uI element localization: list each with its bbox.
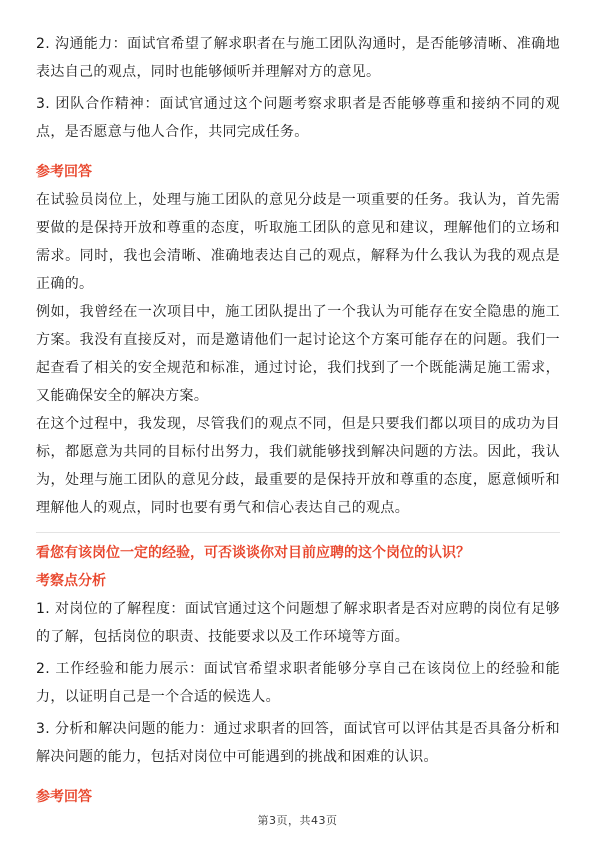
analysis-point: 1. 对岗位的了解程度：面试官通过这个问题想了解求职者是否对应聘的岗位有足够的了解，包括岗位的职责、技能要求以及工作环境等方面。 bbox=[36, 601, 560, 645]
answer-paragraph: 在试验员岗位上，处理与施工团队的意见分歧是一项重要的任务。我认为，首先需要做的是保持开放和尊重的态度，听取施工团队的意见和建议，理解他们的立场和需求。同时，我也会清晰、准确地表达自己的观点，解释为什么我认为我的观点是正确的。 bbox=[36, 192, 560, 292]
answer-paragraph: 例如，我曾经在一次项目中，施工团队提出了一个我认为可能存在安全隐患的施工方案。我没有直接反对，而是邀请他们一起讨论这个方案可能存在的问题。我们一起查看了相关的安全规范和标准，通过讨论，我们找到了一个既能满足施工需求，又能确保安全的解决方案。 bbox=[36, 304, 560, 404]
analysis-heading: 考察点分析 bbox=[36, 573, 106, 589]
analysis-point: 2. 工作经验和能力展示：面试官希望求职者能够分享自己在该岗位上的经验和能力，以证明自己是一个合适的候选人。 bbox=[36, 661, 560, 705]
answer-heading: 参考回答 bbox=[36, 164, 92, 180]
section-divider bbox=[36, 532, 560, 533]
answer-heading: 参考回答 bbox=[36, 789, 92, 805]
page-content bbox=[36, 30, 560, 811]
analysis-point: 3. 分析和解决问题的能力：通过求职者的回答，面试官可以评估其是否具备分析和解决问题的能力，包括对岗位中可能遇到的挑战和困难的认识。 bbox=[36, 721, 560, 765]
analysis-point: 2. 沟通能力：面试官希望了解求职者在与施工团队沟通时，是否能够清晰、准确地表达自己的观点，同时也能够倾听并理解对方的意见。 bbox=[36, 36, 560, 80]
answer-paragraph: 在这个过程中，我发现，尽管我们的观点不同，但是只要我们都以项目的成功为目标，都愿意为共同的目标付出努力，我们就能够找到解决问题的方法。因此，我认为，处理与施工团队的意见分歧，最重要的是保持开放和尊重的态度，愿意倾听和理解他人的观点，同时也要有勇气和信心表达自己的观点。 bbox=[36, 416, 560, 516]
question-title: 看您有该岗位一定的经验，可否谈谈你对目前应聘的这个岗位的认识？ bbox=[36, 545, 470, 561]
next-question-section bbox=[36, 539, 560, 811]
analysis-point: 3. 团队合作精神：面试官通过这个问题考察求职者是否能够尊重和接纳不同的观点，是否愿意与他人合作，共同完成任务。 bbox=[36, 96, 560, 140]
page-number: 第3页，共43页 bbox=[257, 814, 338, 827]
previous-question-section bbox=[36, 30, 560, 522]
